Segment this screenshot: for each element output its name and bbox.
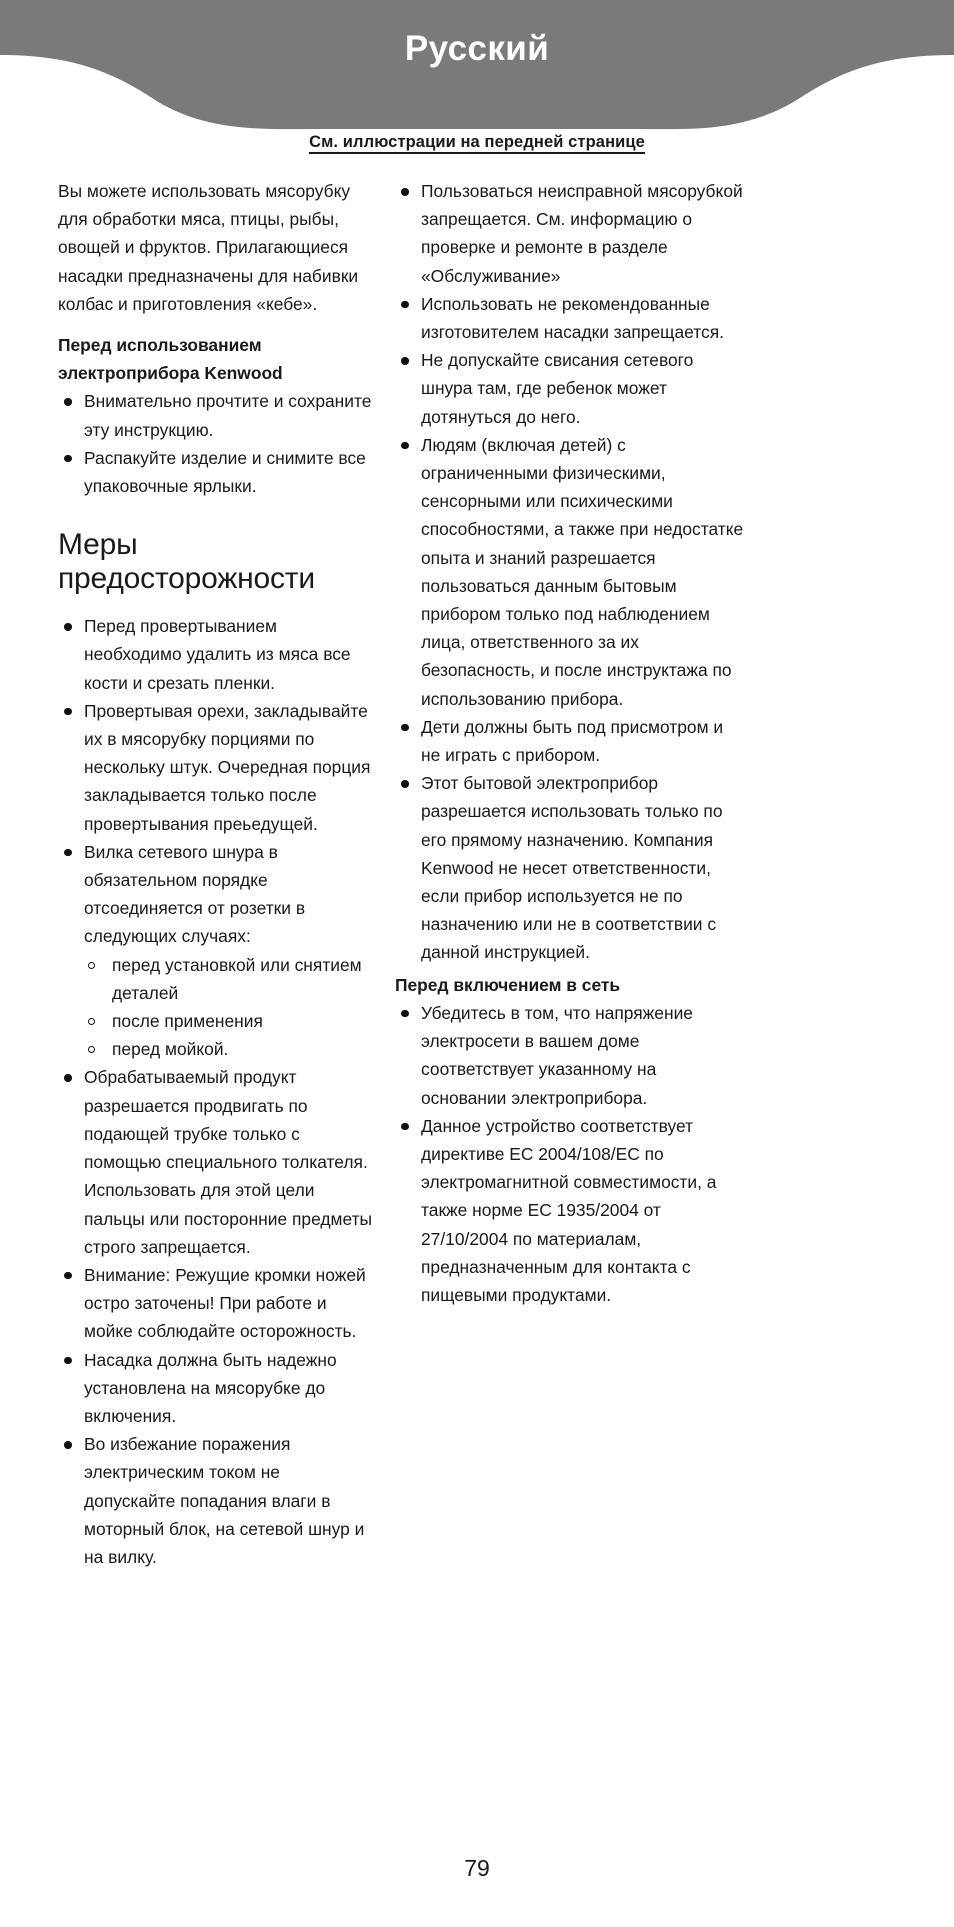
bullet-dot-icon xyxy=(64,1272,72,1280)
bullet-dot-icon xyxy=(401,724,409,732)
list-item-text: Пользоваться неисправной мясорубкой запрещается. См. информацию о проверке и ремонте в разделе «Обслуживание» xyxy=(421,181,743,286)
list-item-text: Дети должны быть под присмотром и не играть с прибором. xyxy=(421,716,724,766)
list-item-text: после применения xyxy=(112,1011,263,1032)
bullet-dot-icon xyxy=(401,1010,409,1018)
see-illustrations-note xyxy=(0,133,954,152)
intro-paragraph: Вы можете использовать мясорубку для обработки мяса, птицы, рыбы, овощей и фруктов. Прилагающиеся насадки предназначены для набивки колбас и приготовления «кебе». xyxy=(58,181,359,314)
subheading-before-use: Перед использованием электроприбора Kenwood xyxy=(58,335,283,384)
list-item xyxy=(84,1035,376,1063)
list-item-text: Данное устройство соответствует директиве ЕС 2004/108/ЕС по электромагнитной совместимости, а также норме ЕС 1935/2004 от 27/10/2004 по материалам, предназначенным для контакта с пищевыми продуктами. xyxy=(421,1115,717,1305)
before-plugging-bullet-list xyxy=(395,999,745,1309)
list-item-text: Использовать не рекомендованные изготовителем насадки запрещается. xyxy=(421,293,724,343)
list-item xyxy=(58,1063,376,1260)
list-item xyxy=(58,387,376,443)
section-heading-safety: Меры предосторожности xyxy=(58,528,315,596)
plug-disconnect-sublist xyxy=(84,951,376,1064)
list-item xyxy=(58,838,376,1064)
list-item xyxy=(395,999,745,1112)
bullet-dot-icon xyxy=(401,780,409,788)
before-use-bullet-list xyxy=(58,387,376,500)
bullet-dot-icon xyxy=(64,455,72,463)
bullet-dot-icon xyxy=(401,442,409,450)
list-item-text: Убедитесь в том, что напряжение электросети в вашем доме соответствует указанному на основании электроприбора. xyxy=(421,1002,693,1108)
page-title: Русский xyxy=(404,29,550,68)
bullet-dot-icon xyxy=(64,1441,72,1449)
page-number: 79 xyxy=(464,1855,490,1881)
bullet-ring-icon xyxy=(88,1046,95,1053)
list-item-text: Внимательно прочтите и сохраните эту инструкцию. xyxy=(84,391,372,440)
list-item-text: Вилка сетевого шнура в обязательном порядке отсоединяется от розетки в следующих случаях: xyxy=(84,841,306,947)
bullet-dot-icon xyxy=(64,708,72,716)
bullet-dot-icon xyxy=(64,1357,72,1365)
bullet-ring-icon xyxy=(88,962,95,969)
list-item xyxy=(84,1007,376,1035)
list-item xyxy=(58,444,376,500)
list-item xyxy=(395,346,745,431)
bullet-dot-icon xyxy=(64,398,72,406)
right-safety-bullet-list xyxy=(395,177,745,967)
list-item-text: Обрабатываемый продукт разрешается продвигать по подающей трубке только с помощью специального толкателя. Использовать для этой цели пальцы или посторонние предметы строго запрещается. xyxy=(84,1067,373,1257)
list-item-text: перед установкой или снятием деталей xyxy=(112,954,362,1003)
safety-bullet-list xyxy=(58,612,376,1571)
list-item xyxy=(58,612,376,697)
see-illustrations-note-text: См. иллюстрации на передней странице xyxy=(309,133,645,154)
list-item-text: Этот бытовой электроприбор разрешается использовать только по его прямому назначению. Компания Kenwood не несет ответственности, если прибор используется не по назначению или не в соответствии с данной инструкцией. xyxy=(421,773,723,963)
bullet-dot-icon xyxy=(401,1123,409,1131)
list-item xyxy=(58,1261,376,1346)
bullet-dot-icon xyxy=(401,301,409,309)
list-item xyxy=(84,951,376,1007)
list-item xyxy=(395,713,745,769)
list-item-text: Во избежание поражения электрическим током не допускайте попадания влаги в моторный блок, на сетевой шнур и на вилку. xyxy=(84,1434,365,1567)
list-item xyxy=(395,290,745,346)
list-item-text: Перед провертыванием необходимо удалить из мяса все кости и срезать пленки. xyxy=(84,616,351,693)
subheading-before-plugging: Перед включением в сеть xyxy=(395,974,621,995)
left-column xyxy=(58,177,376,1571)
list-item-text: Внимание: Режущие кромки ножей остро заточены! При работе и мойке соблюдайте осторожность. xyxy=(84,1264,366,1342)
bullet-ring-icon xyxy=(88,1018,95,1025)
list-item-text: Провертывая орехи, закладывайте их в мясорубку порциями по нескольку штук. Очередная порция закладывается только после провертывания преьедущей. xyxy=(84,700,371,834)
list-item xyxy=(395,431,745,713)
bullet-dot-icon xyxy=(401,357,409,365)
list-item xyxy=(58,697,376,838)
list-item xyxy=(58,1346,376,1431)
list-item xyxy=(58,1430,376,1571)
list-item-text: Людям (включая детей) с ограниченными физическими, сенсорными или психическими способностями, а также при недостатке опыта и знаний разрешается пользоваться данным бытовым прибором только под наблюдением лица, ответственного за их безопасность, и после инструктажа по использованию прибора. xyxy=(421,434,744,709)
list-item xyxy=(395,1112,745,1309)
right-column xyxy=(395,177,745,1309)
bullet-dot-icon xyxy=(64,849,72,857)
bullet-dot-icon xyxy=(401,188,409,196)
list-item xyxy=(395,769,745,966)
page-header-banner xyxy=(0,0,954,130)
list-item xyxy=(395,177,745,290)
bullet-dot-icon xyxy=(64,623,72,631)
list-item-text: Распакуйте изделие и снимите все упаковочные ярлыки. xyxy=(84,447,366,497)
list-item-text: Не допускайте свисания сетевого шнура там, где ребенок может дотянуться до него. xyxy=(421,350,694,427)
list-item-text: Насадка должна быть надежно установлена на мясорубке до включения. xyxy=(84,1349,337,1426)
bullet-dot-icon xyxy=(64,1074,72,1082)
list-item-text: перед мойкой. xyxy=(112,1039,229,1060)
